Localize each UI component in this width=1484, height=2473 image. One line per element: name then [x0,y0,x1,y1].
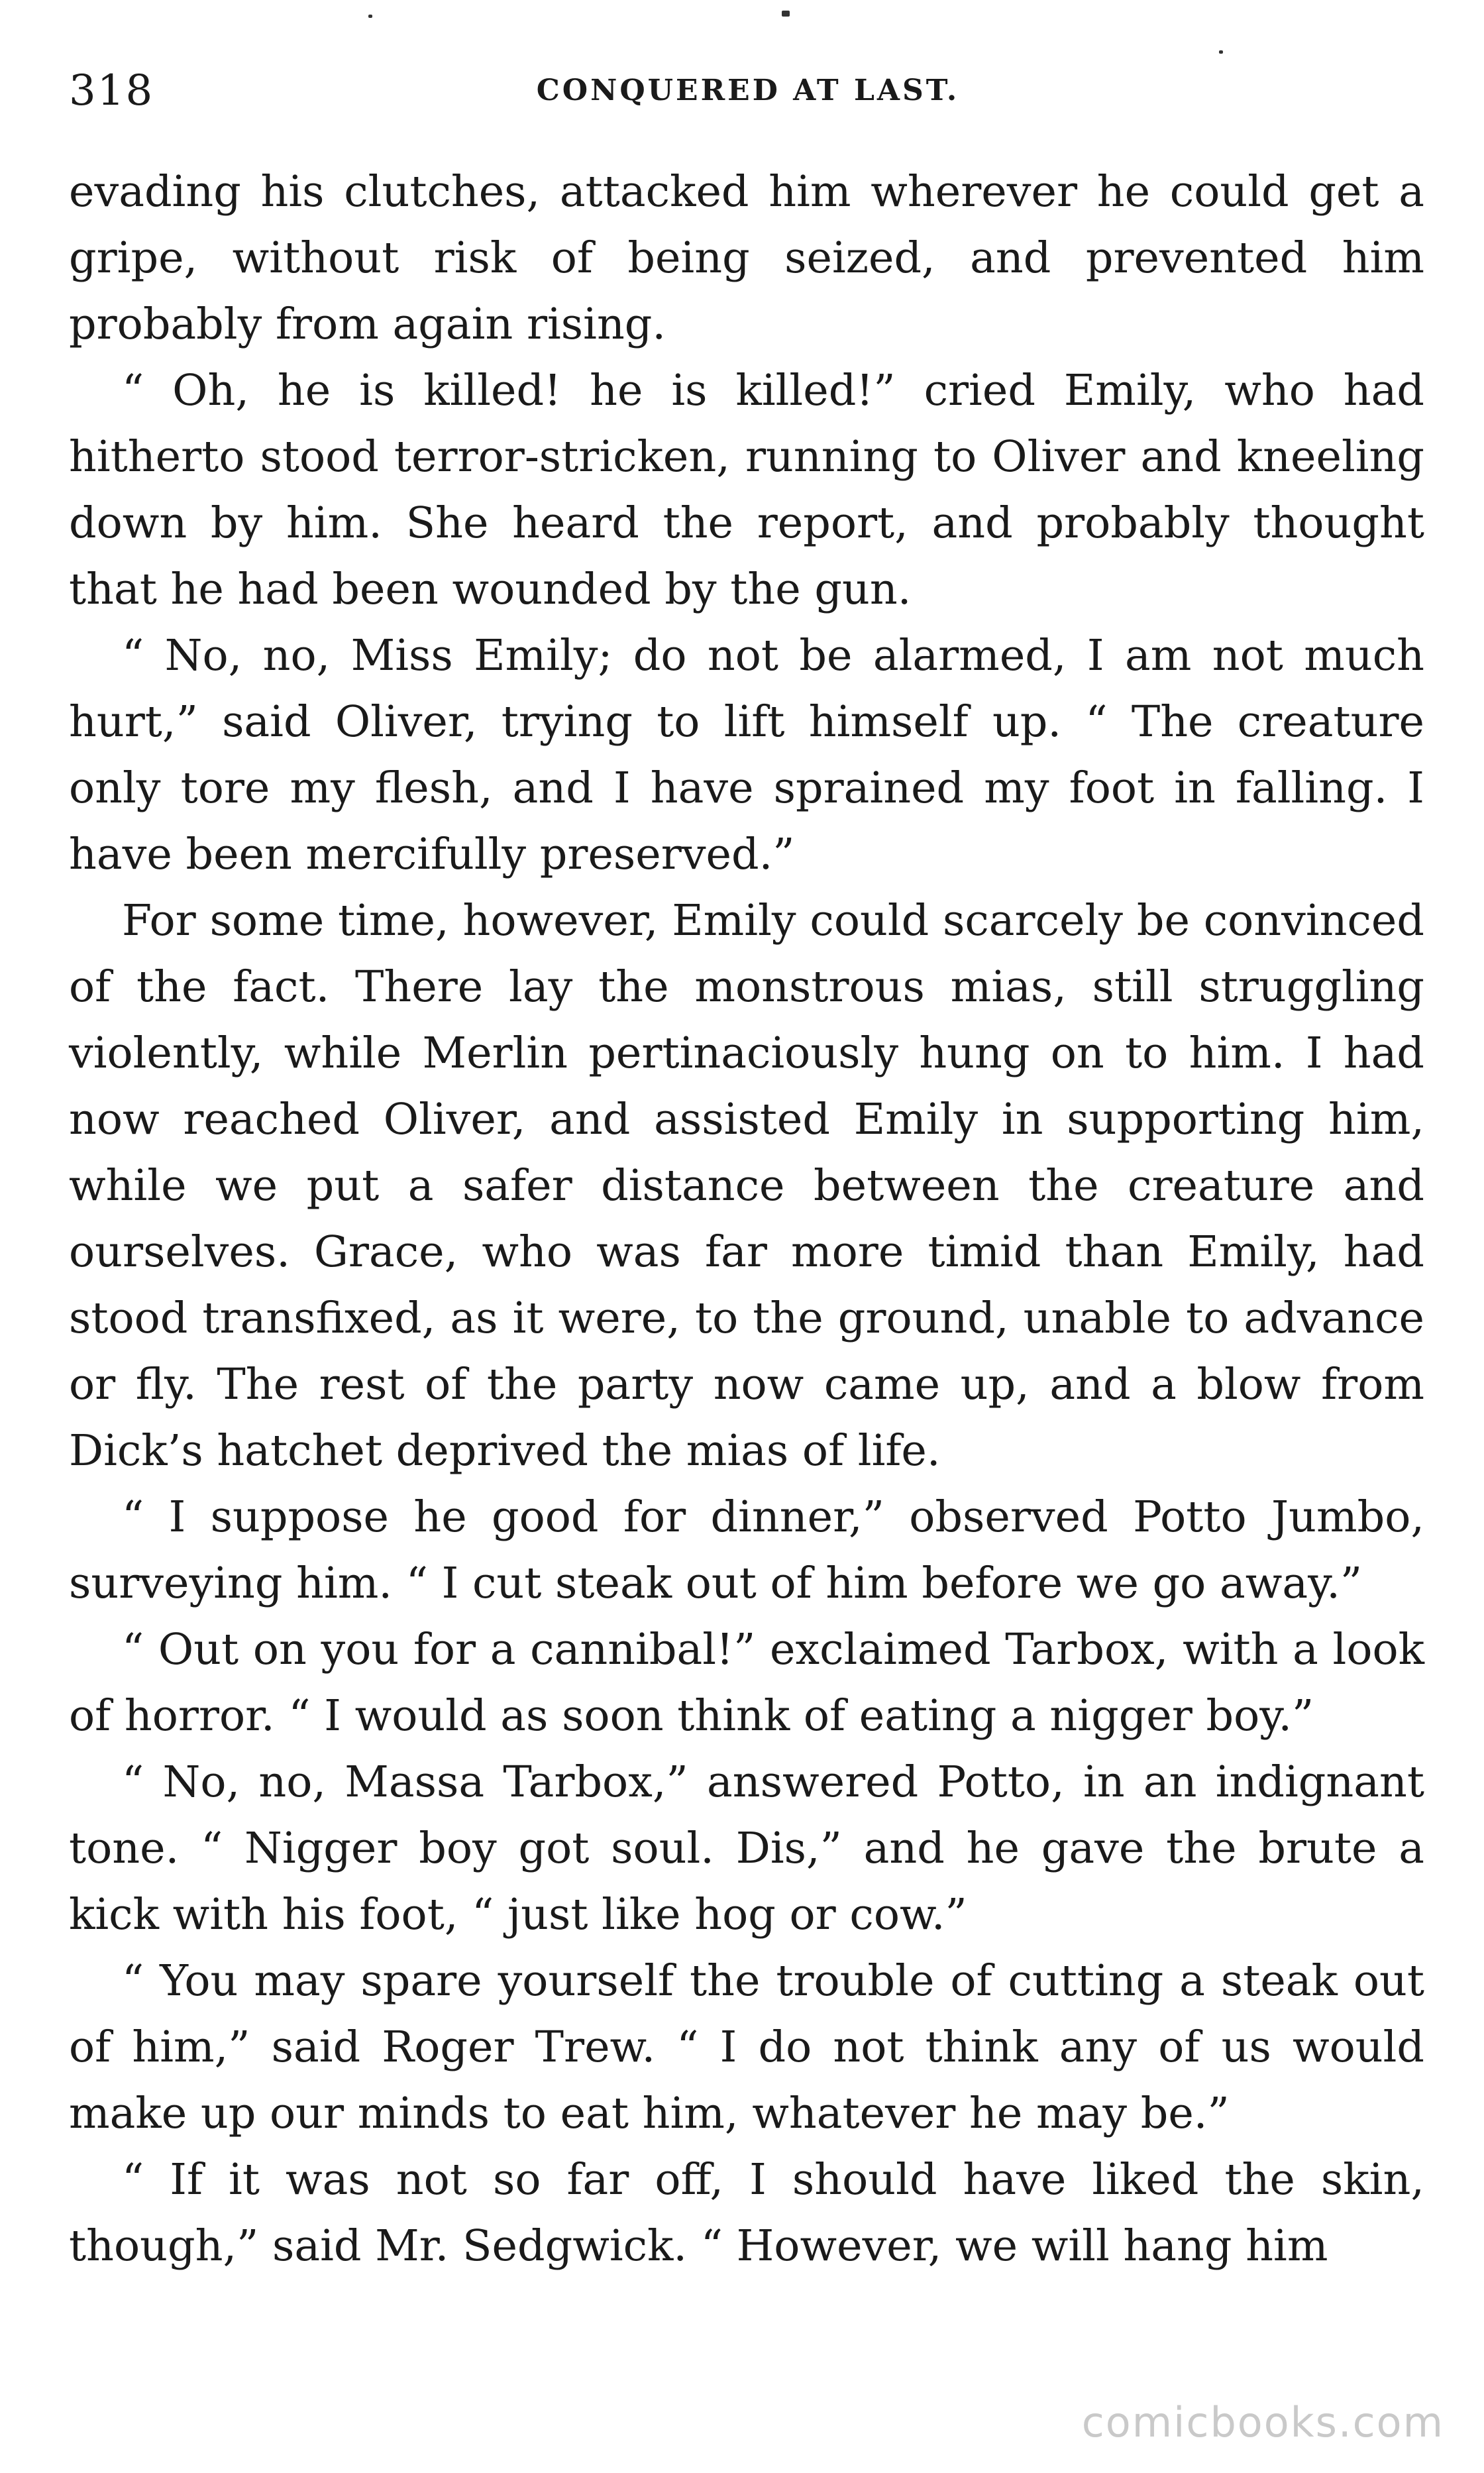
body-text [69,159,1424,2280]
paragraph: evading his clutches, attacked him wherever he could get a gripe, without risk of being seized, and prevented him probably from again rising. [69,167,1424,349]
print-speck [368,15,372,18]
running-head: CONQUERED AT LAST. [536,74,960,107]
paragraph: “ I suppose he good for dinner,” observed Potto Jumbo, surveying him. “ I cut steak out of him before we go away.” [69,1492,1424,1608]
page-number: 318 [69,66,154,115]
paragraph: “ Oh, he is killed! he is killed!” cried Emily, who had hitherto stood terror-stricken, running to Oliver and kneeling down by him. She heard the report, and probably thought that he had been wounded by the gun. [69,366,1424,614]
page-header [69,61,1427,121]
paragraph: For some time, however, Emily could scarcely be convinced of the fact. There lay the monstrous mias, still struggling violently, while Merlin pertinaciously hung on to him. I had now reached Oliver, and assisted Emily in supporting him, while we put a safer distance between the creature and ourselves. Grace, who was far more timid than Emily, had stood transfixed, as it were, to the ground, unable to advance or fly. The rest of the party now came up, and a blow from Dick’s hatchet deprived the mias of life. [69,896,1424,1476]
print-speck [782,11,790,17]
watermark: comicbooks.com [1081,2398,1444,2446]
paragraph: “ You may spare yourself the trouble of cutting a steak out of him,” said Roger Trew. “ I do not think any of us would make up our minds to eat him, whatever he may be.” [69,1956,1424,2138]
paragraph: “ No, no, Miss Emily; do not be alarmed, I am not much hurt,” said Oliver, trying to lift himself up. “ The creature only tore my flesh, and I have sprained my foot in falling. I have been mercifully preserved.” [69,631,1424,879]
paragraph: “ No, no, Massa Tarbox,” answered Potto, in an indignant tone. “ Nigger boy got soul. Dis,” and he gave the brute a kick with his foot, “ just like hog or cow.” [69,1757,1424,1940]
print-speck [1219,50,1223,54]
paragraph: “ Out on you for a cannibal!” exclaimed Tarbox, with a look of horror. “ I would as soon think of eating a nigger boy.” [69,1625,1424,1741]
paragraph: “ If it was not so far off, I should have liked the skin, though,” said Mr. Sedgwick. “ However, we will hang him [69,2155,1424,2271]
